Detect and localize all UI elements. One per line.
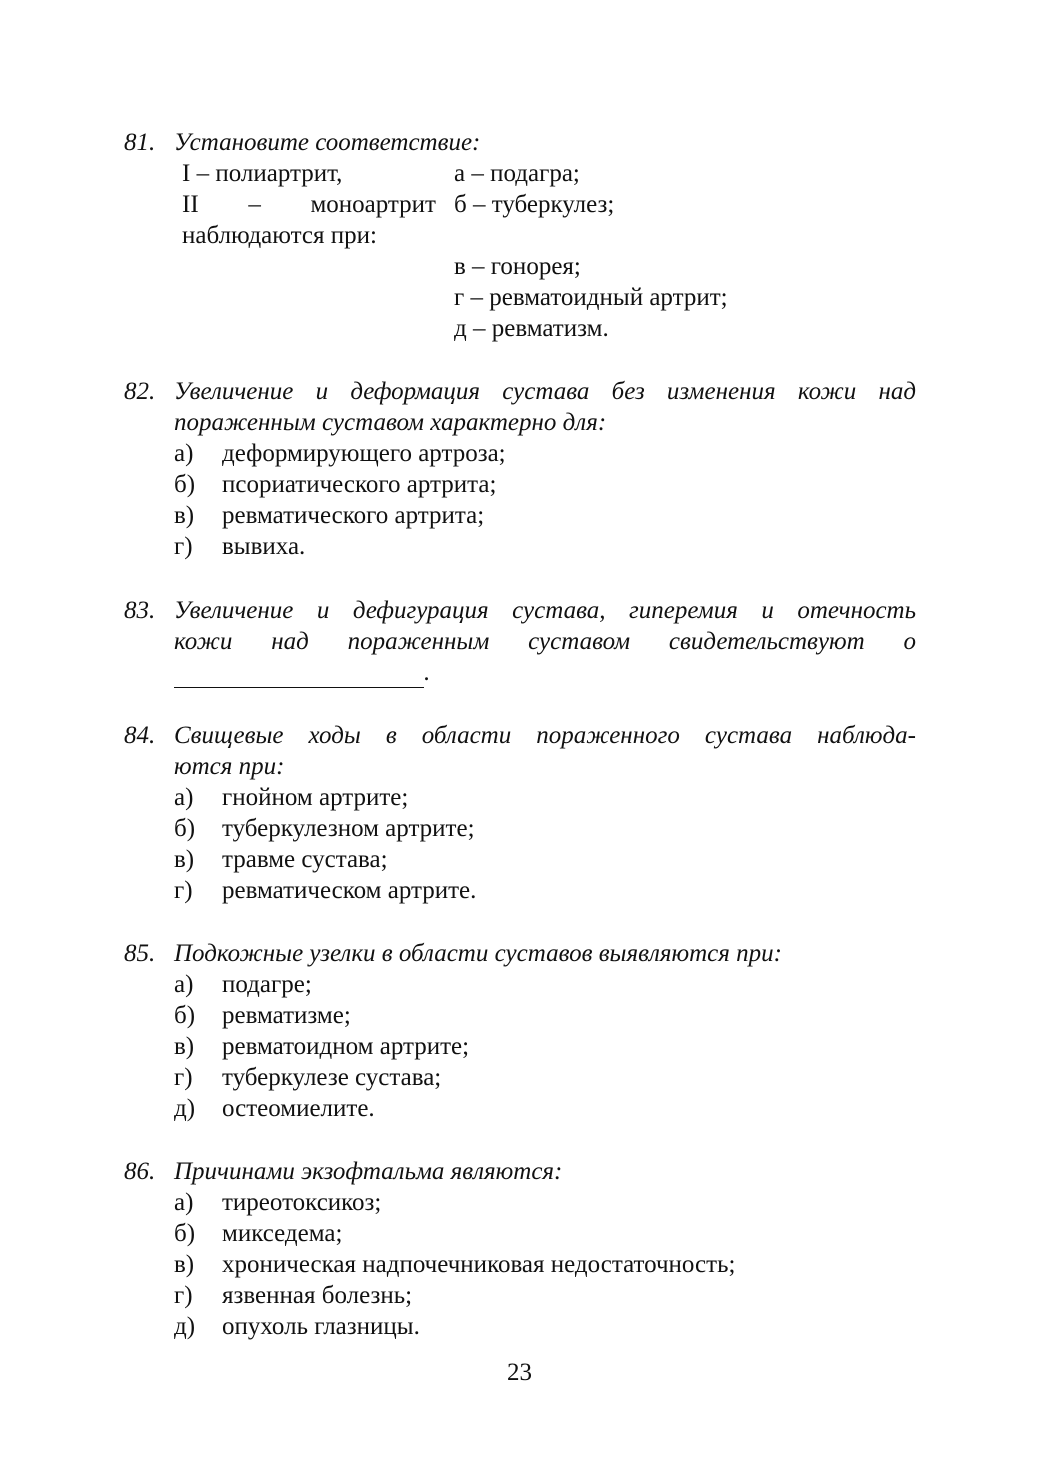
question-86 [124, 1156, 916, 1342]
question-number: 86. [124, 1158, 156, 1185]
question-84 [124, 720, 916, 906]
answer-options [124, 969, 916, 1124]
question-prompt-line: Увеличение и дефигурация сустава, гиперемия и отечность [174, 597, 916, 624]
option-letter: д) [174, 1095, 196, 1122]
answer-options [124, 438, 916, 562]
option-text: остеомиелите. [222, 1095, 375, 1122]
option-letter: в) [174, 846, 195, 873]
matching-left-item: наблюдаются при: [182, 222, 377, 249]
question-prompt-line: кожи над пораженным суставом свидетельствуют о [174, 628, 916, 655]
answer-option [174, 1249, 916, 1280]
option-letter: б) [174, 1002, 196, 1029]
question-prompt-line: Увеличение и деформация сустава без изменения кожи над [174, 378, 916, 405]
option-letter: а) [174, 1189, 194, 1216]
answer-option [174, 844, 916, 875]
option-letter: г) [174, 877, 193, 904]
page-number: 23 [507, 1359, 532, 1386]
option-letter: в) [174, 1033, 195, 1060]
option-letter: а) [174, 971, 194, 998]
matching-right-item: д – ревматизм. [454, 315, 609, 342]
option-letter: в) [174, 1251, 195, 1278]
matching-right-item: б – туберкулез; [454, 191, 615, 218]
answer-blank-line [174, 657, 916, 688]
question-prompt-line: Свищевые ходы в области пораженного сустава наблюда- [174, 722, 916, 749]
option-text: подагре; [222, 971, 312, 998]
matching-right-item: в – гонорея; [454, 253, 581, 280]
roman-numeral: II [182, 191, 199, 218]
option-text: хроническая надпочечниковая недостаточность; [222, 1251, 736, 1278]
answer-option [174, 1311, 916, 1342]
option-letter: г) [174, 1064, 193, 1091]
question-number: 85. [124, 940, 156, 967]
answer-blank [174, 661, 424, 688]
option-text: вывиха. [222, 533, 306, 560]
option-text: ревматическом артрите. [222, 877, 477, 904]
matching-right-item: г – ревматоидный артрит; [454, 284, 728, 311]
matching-right-column [454, 158, 728, 344]
option-text: ревматизме; [222, 1002, 351, 1029]
option-text: ревматического артрита; [222, 502, 485, 529]
answer-option [174, 1187, 916, 1218]
answer-option [174, 1218, 916, 1249]
option-letter: в) [174, 502, 195, 529]
question-number: 81. [124, 129, 156, 156]
option-letter: б) [174, 471, 196, 498]
answer-option [174, 438, 916, 469]
option-text: травме сустава; [222, 846, 388, 873]
option-text: деформирующего артроза; [222, 440, 506, 467]
option-letter: д) [174, 1313, 196, 1340]
option-text: псориатического артрита; [222, 471, 497, 498]
matching-left-item: I – полиартрит, [182, 160, 343, 187]
answer-option [174, 500, 916, 531]
question-prompt-line: Причинами экзофтальма являются: [174, 1158, 563, 1185]
question-83 [124, 595, 916, 688]
answer-option [174, 1031, 916, 1062]
matching-right-item: а – подагра; [454, 160, 580, 187]
answer-option [174, 531, 916, 562]
answer-option [174, 1062, 916, 1093]
matching-block [124, 158, 916, 348]
blank-period: . [424, 659, 431, 686]
question-82 [124, 376, 916, 562]
question-prompt-line: ются при: [174, 753, 285, 780]
matching-left-column [182, 158, 436, 251]
option-letter: а) [174, 440, 194, 467]
answer-option [174, 1000, 916, 1031]
question-85 [124, 938, 916, 1124]
option-text: тиреотоксикоз; [222, 1189, 382, 1216]
option-text: ревматоидном артрите; [222, 1033, 470, 1060]
answer-option [174, 469, 916, 500]
answer-option [174, 813, 916, 844]
option-text: гнойном артрите; [222, 784, 409, 811]
option-letter: г) [174, 533, 193, 560]
question-number: 83. [124, 597, 156, 624]
answer-option [174, 875, 916, 906]
matching-left-item [182, 189, 436, 220]
dash: – [248, 191, 261, 218]
option-letter: б) [174, 1220, 196, 1247]
option-letter: г) [174, 1282, 193, 1309]
option-letter: а) [174, 784, 194, 811]
question-prompt-line: Подкожные узелки в области суставов выявляются при: [174, 940, 782, 967]
option-text: микседема; [222, 1220, 343, 1247]
answer-option [174, 969, 916, 1000]
question-number: 84. [124, 722, 156, 749]
answer-option [174, 1093, 916, 1124]
matching-left-term: моноартрит [310, 191, 436, 218]
question-number: 82. [124, 378, 156, 405]
answer-options [124, 1187, 916, 1342]
answer-option [174, 1280, 916, 1311]
answer-option [174, 782, 916, 813]
answer-options [124, 782, 916, 906]
option-text: туберкулезном артрите; [222, 815, 475, 842]
question-81 [124, 127, 916, 348]
option-text: язвенная болезнь; [222, 1282, 413, 1309]
question-prompt: Установите соответствие: [174, 129, 481, 156]
option-text: туберкулезе сустава; [222, 1064, 442, 1091]
question-prompt-line: пораженным суставом характерно для: [174, 409, 607, 436]
option-letter: б) [174, 815, 196, 842]
option-text: опухоль глазницы. [222, 1313, 420, 1340]
